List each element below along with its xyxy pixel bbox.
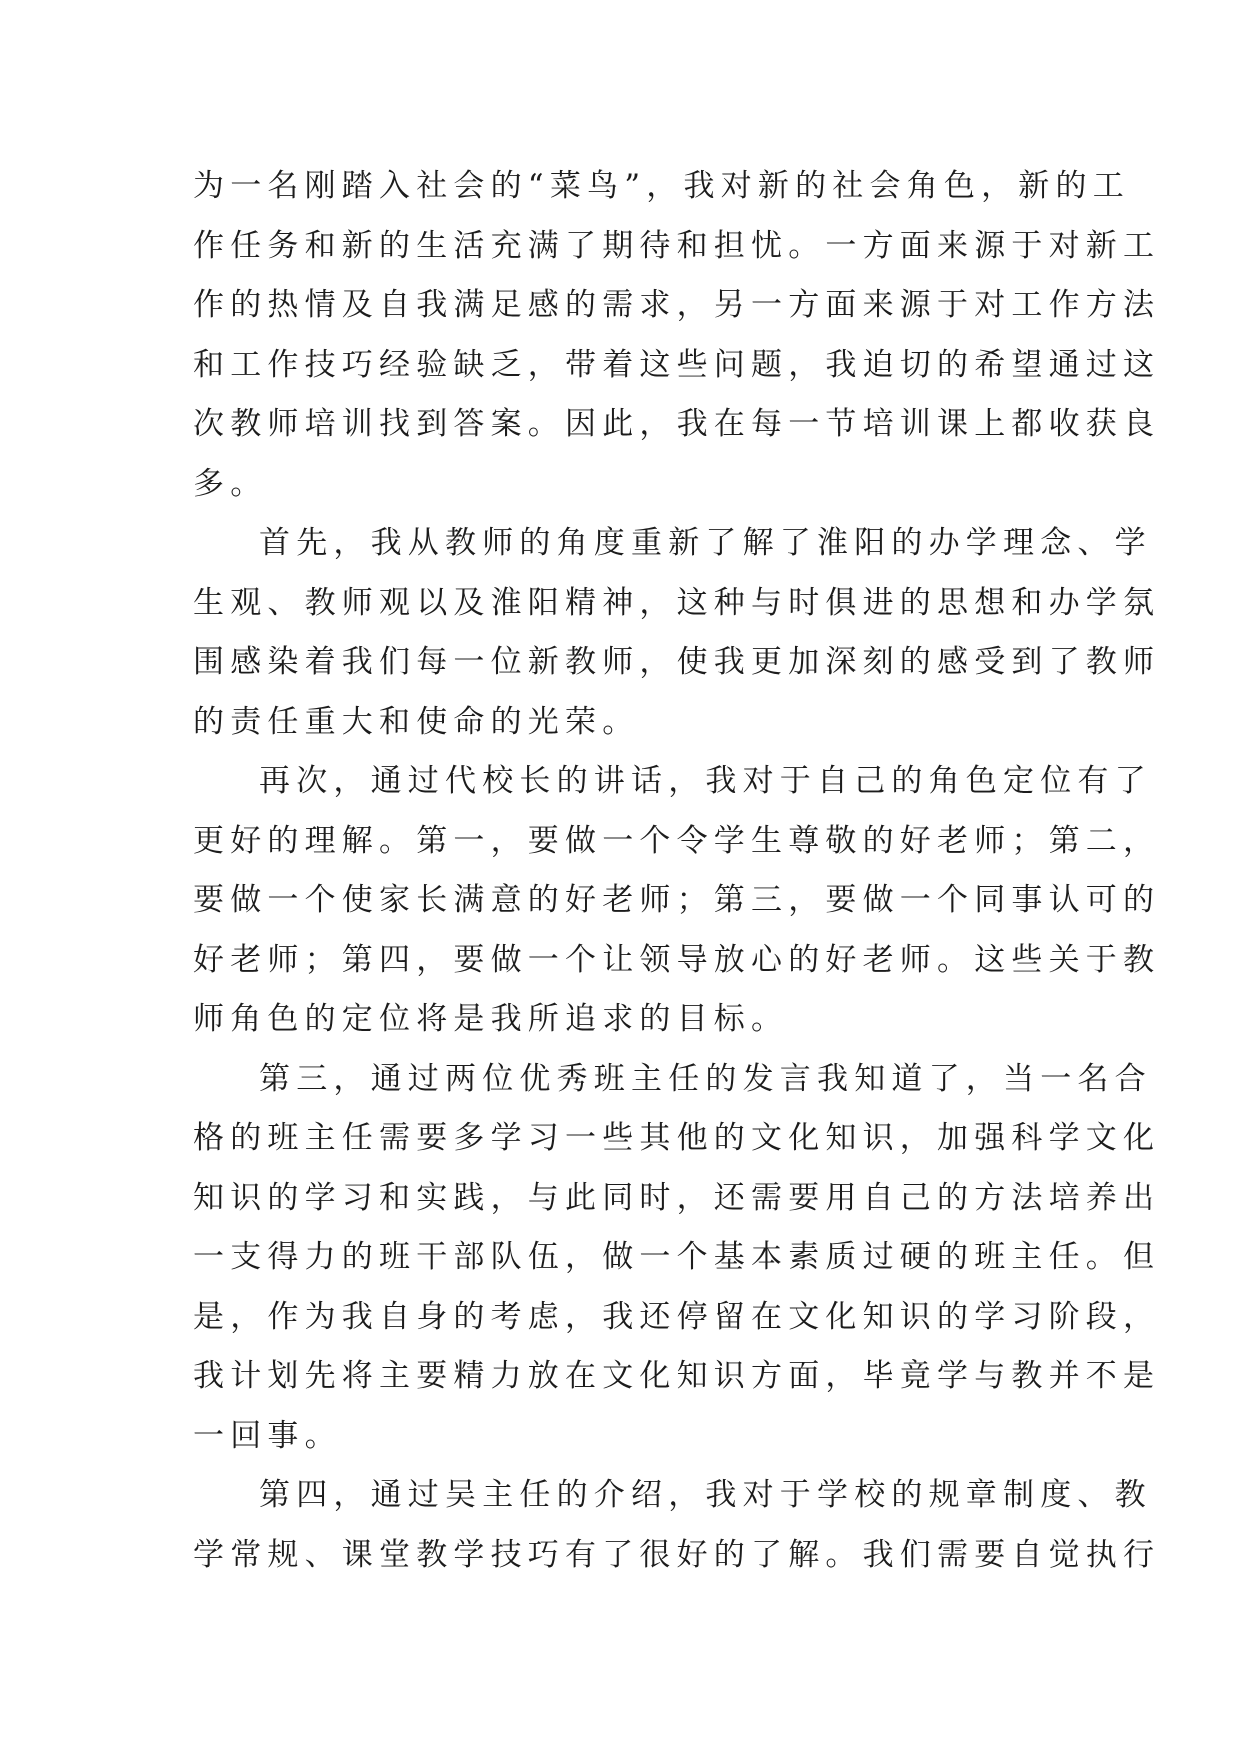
text-line: 师角色的定位将是我所追求的目标。	[193, 1001, 789, 1037]
text-line: 是，作为我自身的考虑，我还停留在文化知识的学习阶段，	[193, 1298, 1161, 1335]
text-line: 首先，我从教师的角度重新了解了淮阳的办学理念、学	[259, 525, 1152, 561]
text-line: 第四，通过吴主任的介绍，我对于学校的规章制度、教	[259, 1477, 1152, 1513]
text-line: 一回事。	[193, 1417, 342, 1454]
text-line: 再次，通过代校长的讲话，我对于自己的角色定位有了	[259, 763, 1152, 799]
paragraph-again	[193, 752, 1161, 1050]
text-line: 学常规、课堂教学技巧有了很好的了解。我们需要自觉执行	[193, 1536, 1161, 1573]
text-line: 好老师；第四，要做一个让领导放心的好老师。这些关于教	[193, 941, 1161, 978]
text-line: 我计划先将主要精力放在文化知识方面，毕竟学与教并不是	[193, 1358, 1161, 1394]
document-body	[193, 157, 1161, 1585]
text-line: 格的班主任需要多学习一些其他的文化知识，加强科学文化	[193, 1120, 1161, 1156]
text-line: 第三，通过两位优秀班主任的发言我知道了，当一名合	[259, 1060, 1152, 1097]
paragraph-third	[193, 1050, 1161, 1467]
text-line: 围感染着我们每一位新教师，使我更加深刻的感受到了教师	[193, 644, 1161, 680]
text-line: 生观、教师观以及淮阳精神，这种与时俱进的思想和办学氛	[193, 584, 1161, 621]
paragraph-first	[193, 514, 1161, 752]
text-line: 知识的学习和实践，与此同时，还需要用自己的方法培养出	[193, 1179, 1161, 1216]
text-line: 的责任重大和使命的光荣。	[193, 703, 640, 740]
text-line: 一支得力的班干部队伍，做一个基本素质过硬的班主任。但	[193, 1239, 1161, 1275]
text-line: 更好的理解。第一，要做一个令学生尊敬的好老师；第二，	[193, 822, 1161, 859]
text-line: 和工作技巧经验缺乏，带着这些问题，我迫切的希望通过这	[193, 346, 1161, 383]
text-line: 要做一个使家长满意的好老师；第三，要做一个同事认可的	[193, 882, 1161, 918]
paragraph-fourth	[193, 1466, 1161, 1585]
text-line: 多。	[193, 465, 268, 502]
text-line: 作的热情及自我满足感的需求，另一方面来源于对工作方法	[193, 287, 1161, 323]
text-line: 作任务和新的生活充满了期待和担忧。一方面来源于对新工	[193, 227, 1161, 264]
text-line: 次教师培训找到答案。因此，我在每一节培训课上都收获良	[193, 406, 1161, 442]
paragraph-continuation	[193, 157, 1161, 514]
text-line: 为一名刚踏入社会的“菜鸟”，我对新的社会角色，新的工	[193, 168, 1130, 204]
